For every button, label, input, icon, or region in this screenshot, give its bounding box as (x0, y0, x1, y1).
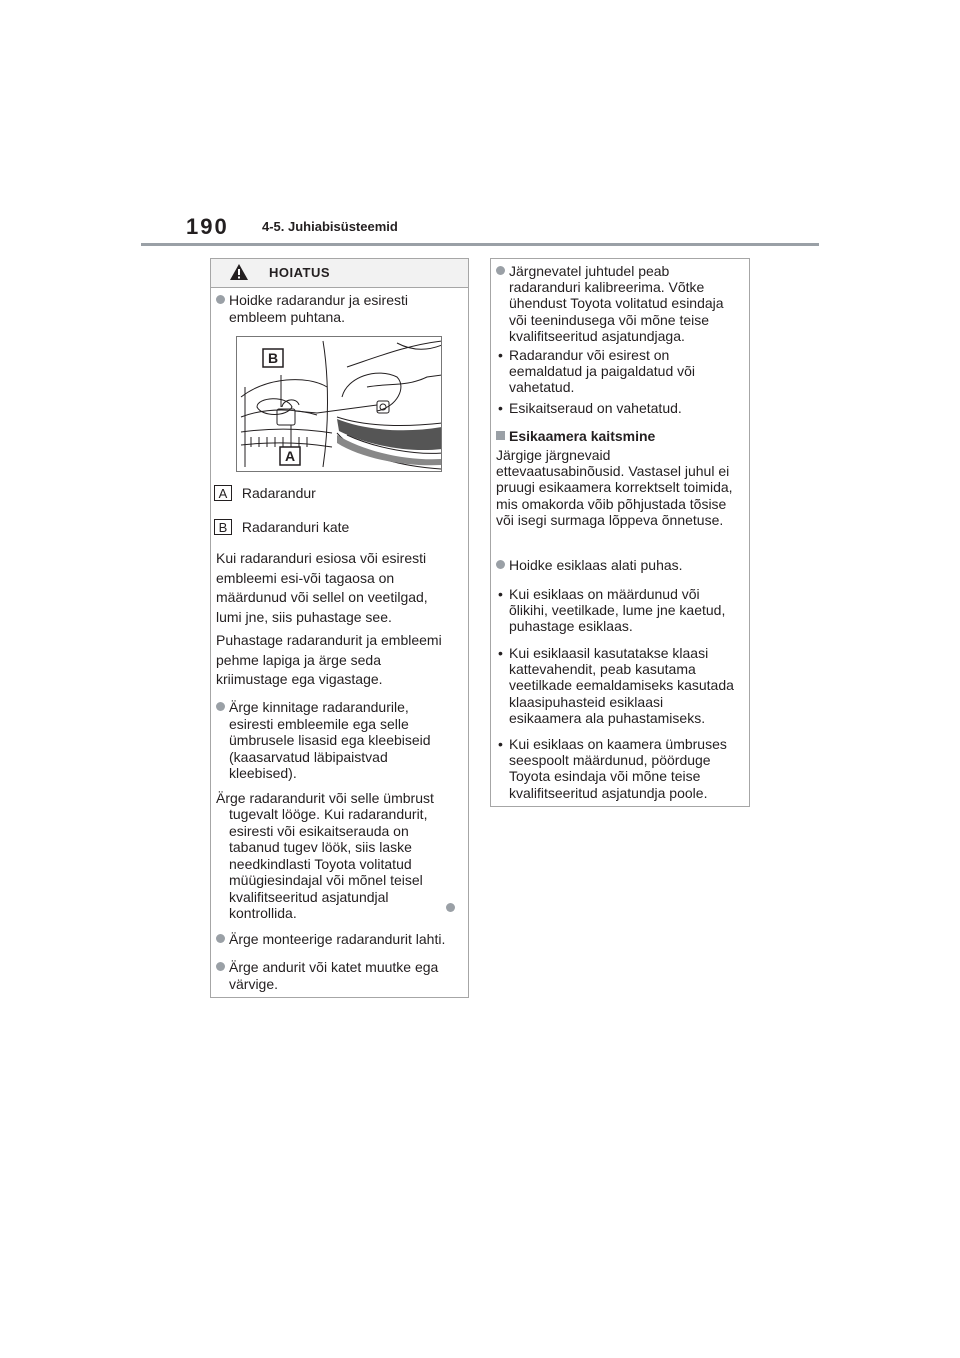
warning-bullet-stickers: Ärge kinnitage radarandurile, esiresti embleemile ega selle ümbrusele lisasid ega kleebiseid (kaasarvatud läbipaistvad kleebised). (229, 699, 449, 782)
legend-b-text: Radaranduri kate (241, 519, 350, 535)
bullet-dot-icon (496, 266, 505, 275)
bullet-dot-icon (216, 295, 225, 304)
heading-square-icon (496, 431, 505, 440)
warning-bullet-paint: Ärge andurit või katet muutke ega värvige. (229, 959, 454, 992)
right-bullet-calibrate: Järgnevatel juhtudel peab radaranduri kalibreerima. Võtke ühendust Toyota volitatud esindaja või teenindusega või mõne teise kvalifitseeritud asjatundjaga. (509, 263, 739, 344)
page-number: 190 (186, 214, 229, 239)
right-dash-inside: • Kui esiklaas on kaamera ümbruses seespoolt määrdunud, pöörduge Toyota esindaja või mõne teise kvalifitseeritud asjatundja poole. (498, 736, 727, 801)
radar-sensor-illustration (237, 337, 442, 472)
warning-triangle-icon (229, 263, 249, 281)
legend-a (214, 485, 316, 501)
header-rule (141, 243, 819, 246)
warning-header (211, 259, 468, 288)
legend-a-label: A (214, 485, 232, 501)
warning-paragraph-2: Puhastage radarandurit ja embleemi pehme lapiga ja ärge seda kriimustage ega vigastage. (216, 632, 442, 687)
warning-title: HOIATUS (269, 265, 331, 280)
warning-bullet-disassemble: Ärge monteerige radarandurit lahti. (229, 931, 454, 948)
right-heading: Esikaamera kaitsmine (509, 428, 739, 444)
figure-callout-b: B (267, 350, 279, 366)
warning-bullet-clean: Hoidke radarandur ja esiresti embleem puhtana. (229, 292, 454, 325)
radar-sensor-figure (236, 336, 442, 472)
bullet-dot-icon (216, 962, 225, 971)
bullet-dot-icon (216, 702, 225, 711)
bullet-dot-icon (216, 934, 225, 943)
legend-b-label: B (214, 519, 232, 535)
legend-b (214, 519, 349, 535)
right-dash-removed: • Radarandur või esirest on eemaldatud ja paigaldatud või vahetatud. (498, 347, 696, 396)
section-end-dot-icon (446, 903, 455, 912)
right-dash-bumper: • Esikaitseraud on vahetatud. (498, 400, 682, 416)
right-paragraph: Järgige järgnevaid ettevaatusabinõusid. Vastasel juhul ei pruugi esikaamera korrektselt toimida, mis omakorda võib põhjustada tõsise või isegi surmaga lõppeva õnnetuse. (496, 447, 733, 528)
warning-paragraph-1: Kui radaranduri esiosa või esiresti embleemi esi-või tagaosa on määrdunud või sellel on veetilgad, lumi jne, siis puhastage see. (216, 550, 428, 625)
right-dash-dirty: • Kui esiklaas on määrdunud või õlikihi, veetilkade, lume jne kaetud, puhastage esiklaas. (498, 586, 726, 635)
section-title: 4-5. Juhiabisüsteemid (262, 219, 398, 234)
bullet-dot-icon (496, 560, 505, 569)
legend-a-text: Radarandur (241, 485, 316, 501)
right-dash-coating: • Kui esiklaasil kasutatakse klaasi kattevahendit, peab kasutama veetilkade eemaldamiseks kasutada klaasipuhasteid esiklaasi esikaamera ala puhastamiseks. (498, 645, 734, 726)
warning-paragraph-3: tugevalt lööge. Kui radarandurit, esiresti või esikaitserauda on tabanud tugev löök, siis laske needkindlasti Toyota volitatud müügiesindajal või mõnel teisel kvalifitseeritud asjatundjal kontrollida. (229, 806, 428, 921)
warning-paragraph-3-lead: Ärge radarandurit või selle ümbrust (216, 790, 434, 806)
right-bullet-clean-glass: Hoidke esiklaas alati puhas. (509, 557, 739, 573)
figure-callout-a: A (284, 448, 296, 464)
